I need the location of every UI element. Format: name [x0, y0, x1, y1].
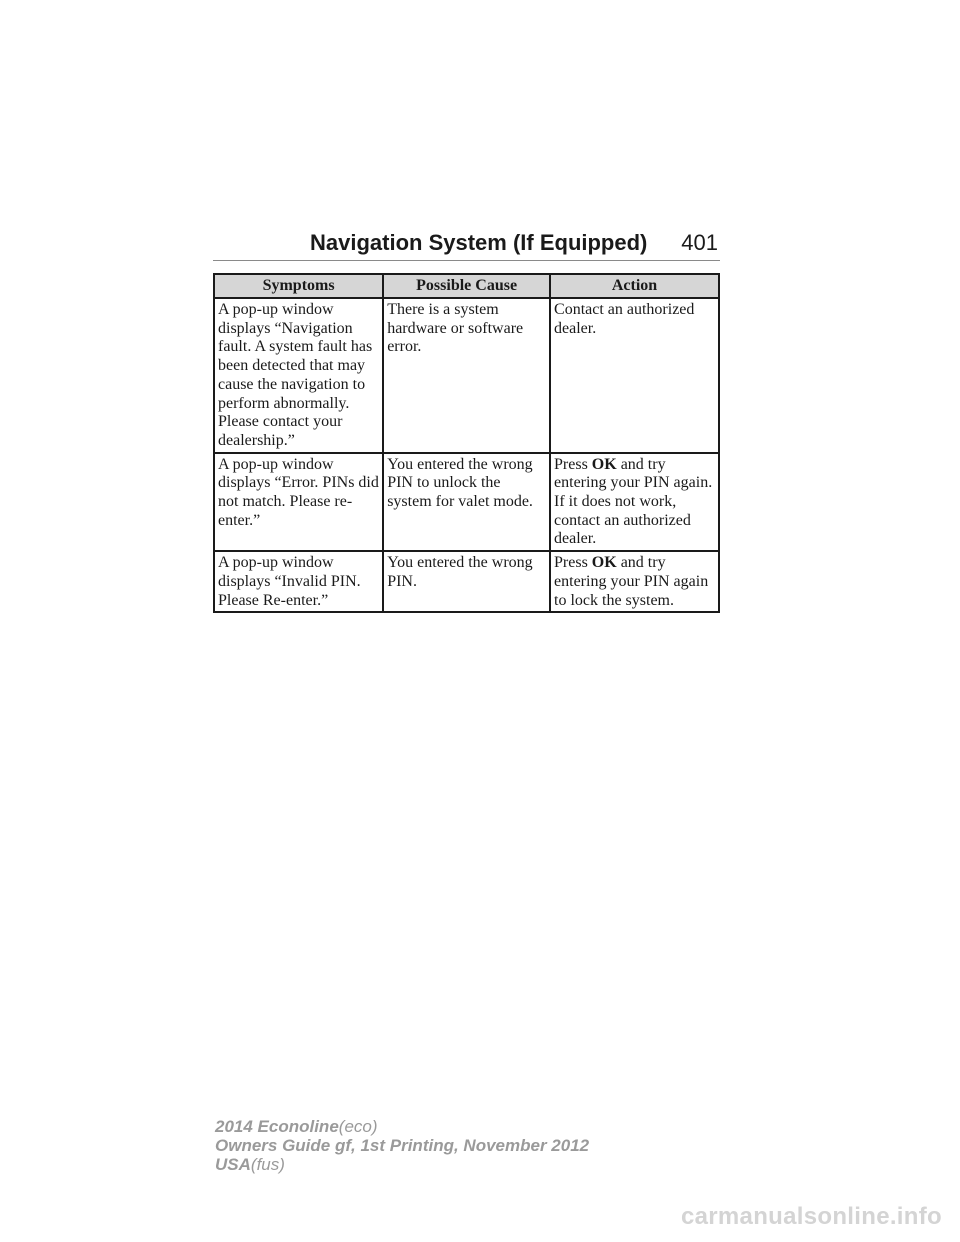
footer-market-line [215, 1155, 589, 1174]
footer-market-code: (fus) [250, 1155, 285, 1174]
footer-model-code: (eco) [338, 1117, 378, 1136]
table-row [214, 298, 719, 453]
cause-cell: There is a system hardware or software error. [383, 298, 550, 453]
troubleshooting-table [213, 273, 720, 613]
action-text: and try entering your PIN again. If it does not work, contact an authorized dealer. [554, 455, 713, 548]
action-cell [550, 453, 719, 552]
footer-model-line [215, 1117, 589, 1136]
symptom-cell: A pop-up window displays “Navigation fault. A system fault has been detected that may cause the navigation to perform abnormally. Please contact your dealership.” [214, 298, 383, 453]
document-footer [215, 1117, 589, 1174]
table-row [214, 453, 719, 552]
section-title: Navigation System (If Equipped) [310, 230, 648, 255]
ok-key-label: OK [591, 455, 617, 473]
column-header-possible-cause: Possible Cause [383, 274, 550, 298]
symptom-cell: A pop-up window displays “Invalid PIN. Please Re-enter.” [214, 551, 383, 612]
cause-cell: You entered the wrong PIN to unlock the system for valet mode. [383, 453, 550, 552]
footer-market: USA [215, 1155, 251, 1174]
column-header-action: Action [550, 274, 719, 298]
column-header-symptoms: Symptoms [214, 274, 383, 298]
cause-cell: You entered the wrong PIN. [383, 551, 550, 612]
action-text: Press [554, 554, 592, 572]
footer-model: 2014 Econoline [215, 1117, 339, 1136]
action-cell: Contact an authorized dealer. [550, 298, 719, 453]
symptom-cell: A pop-up window displays “Error. PINs did not match. Please re-enter.” [214, 453, 383, 552]
table-row [214, 551, 719, 612]
site-watermark: carmanualsonline.info [680, 1203, 942, 1230]
table-header-row [214, 274, 719, 298]
action-text: Press [554, 455, 592, 473]
action-text: and try entering your PIN again to lock the system. [554, 554, 709, 609]
action-cell [550, 551, 719, 612]
page-number: 401 [681, 230, 718, 255]
page-header [213, 226, 720, 261]
footer-guide-line: Owners Guide gf, 1st Printing, November 2012 [215, 1136, 590, 1155]
ok-key-label: OK [591, 554, 617, 572]
